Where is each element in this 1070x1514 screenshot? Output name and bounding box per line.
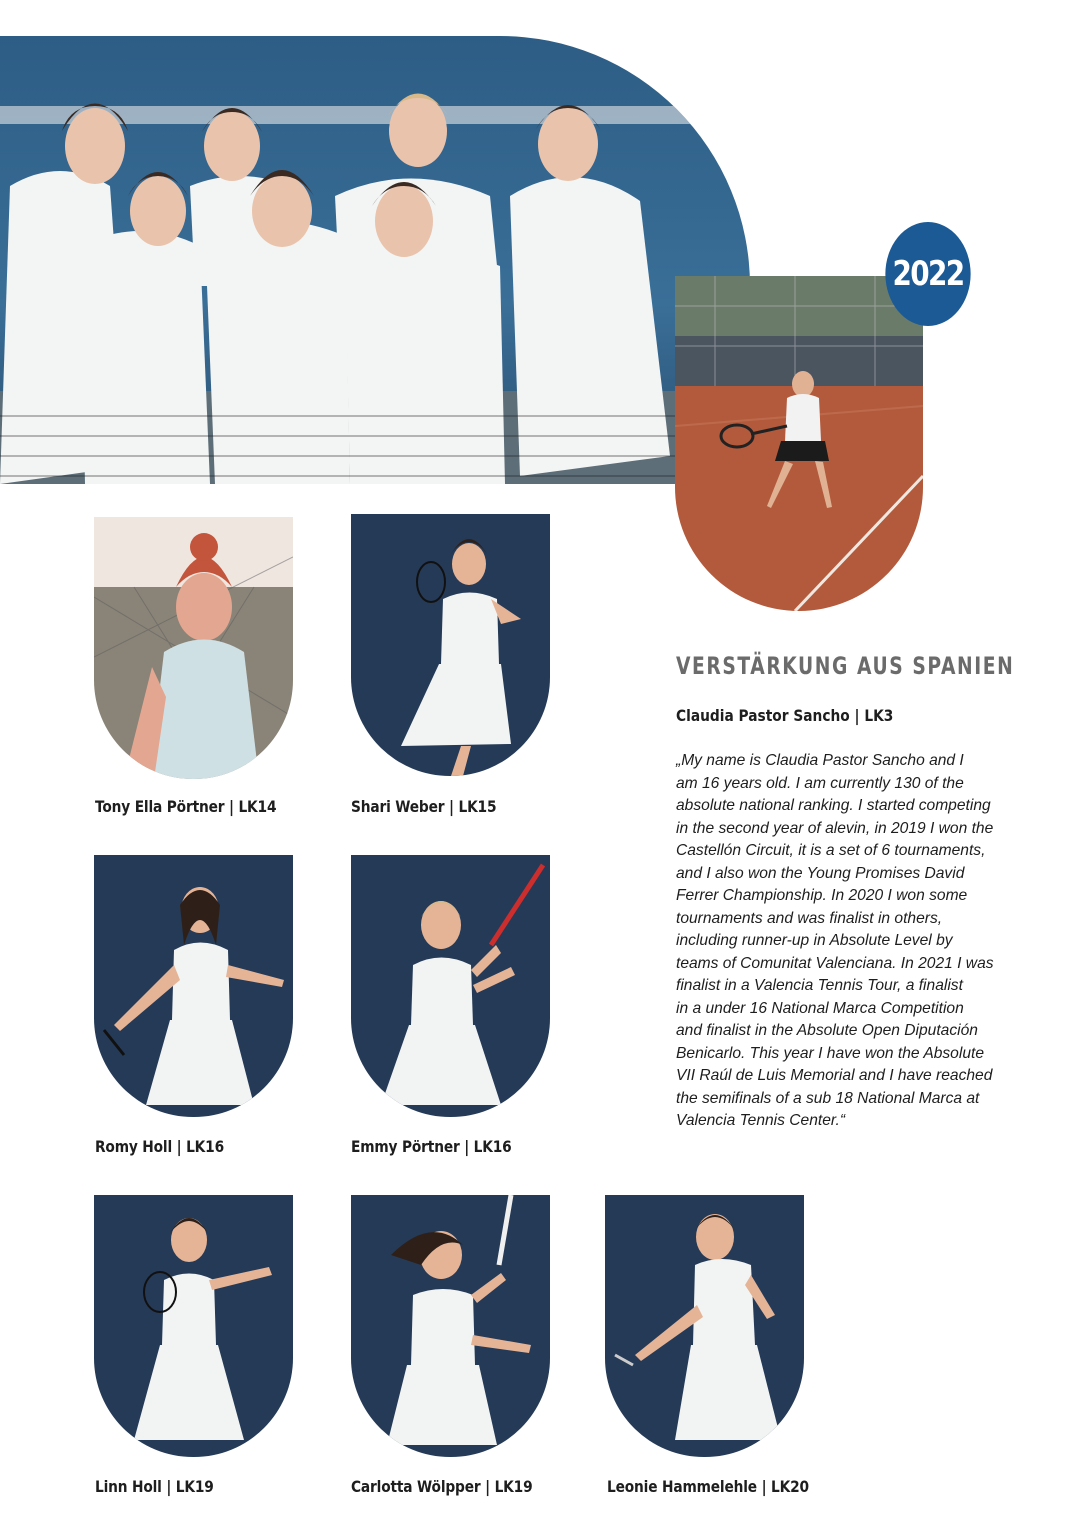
quote-line: Ferrer Championship. In 2020 I won some <box>676 887 968 904</box>
player-photo-shari <box>351 514 550 776</box>
quote-line: in a under 16 National Marca Competition <box>676 999 964 1017</box>
quote-line: teams of Comunitat Valenciana. In 2021 I was <box>676 954 994 972</box>
player-photo-tony <box>94 517 293 779</box>
quote-line: absolute national ranking. I started competing <box>676 797 991 814</box>
player-caption-carlotta: Carlotta Wölpper | LK19 <box>351 1477 533 1496</box>
quote-line: „My name is Claudia Pastor Sancho and I <box>676 752 964 769</box>
claudia-photo <box>675 276 923 611</box>
player-photo-carlotta <box>351 1195 550 1457</box>
player-caption-shari: Shari Weber | LK15 <box>351 797 497 816</box>
quote-line: VII Raúl de Luis Memorial and I have reached <box>676 1067 993 1084</box>
quote-line: including runner-up in Absolute Level by <box>676 932 953 949</box>
year-badge: 2022 <box>885 222 970 326</box>
player-photo-linn <box>94 1195 293 1457</box>
quote-line: Valencia Tennis Center.“ <box>676 1112 846 1129</box>
quote-line: tournaments and was finalist in others, <box>676 909 943 927</box>
quote-line: Benicarlo. This year I have won the Absolute <box>676 1044 984 1062</box>
player-caption-linn: Linn Holl | LK19 <box>95 1477 214 1496</box>
quote-line: in the second year of alevin, in 2019 I won the <box>676 819 994 837</box>
quote-line: am 16 years old. I am currently 130 of the <box>676 774 964 792</box>
team-photo <box>0 36 750 484</box>
player-photo-romy <box>94 855 293 1117</box>
feature-player-name: Claudia Pastor Sancho | LK3 <box>676 706 894 725</box>
player-caption-tony: Tony Ella Pörtner | LK14 <box>95 797 277 816</box>
player-photo-leonie <box>605 1195 804 1457</box>
quote-line: and I also won the Young Promises David <box>676 864 965 882</box>
player-photo-emmy <box>351 855 550 1117</box>
player-caption-emmy: Emmy Pörtner | LK16 <box>351 1137 512 1156</box>
player-caption-leonie: Leonie Hammelehle | LK20 <box>607 1477 809 1496</box>
feature-heading: VERSTÄRKUNG AUS SPANIEN <box>676 652 1015 680</box>
player-caption-romy: Romy Holl | LK16 <box>95 1137 224 1156</box>
quote-line: Castellón Circuit, it is a set of 6 tournaments, <box>676 842 986 859</box>
quote-line: and finalist in the Absolute Open Diputación <box>676 1022 978 1039</box>
quote-line: the semifinals of a sub 18 National Marca at <box>676 1089 980 1107</box>
quote-line: finalist in a Valencia Tennis Tour, a finalist <box>676 977 963 994</box>
